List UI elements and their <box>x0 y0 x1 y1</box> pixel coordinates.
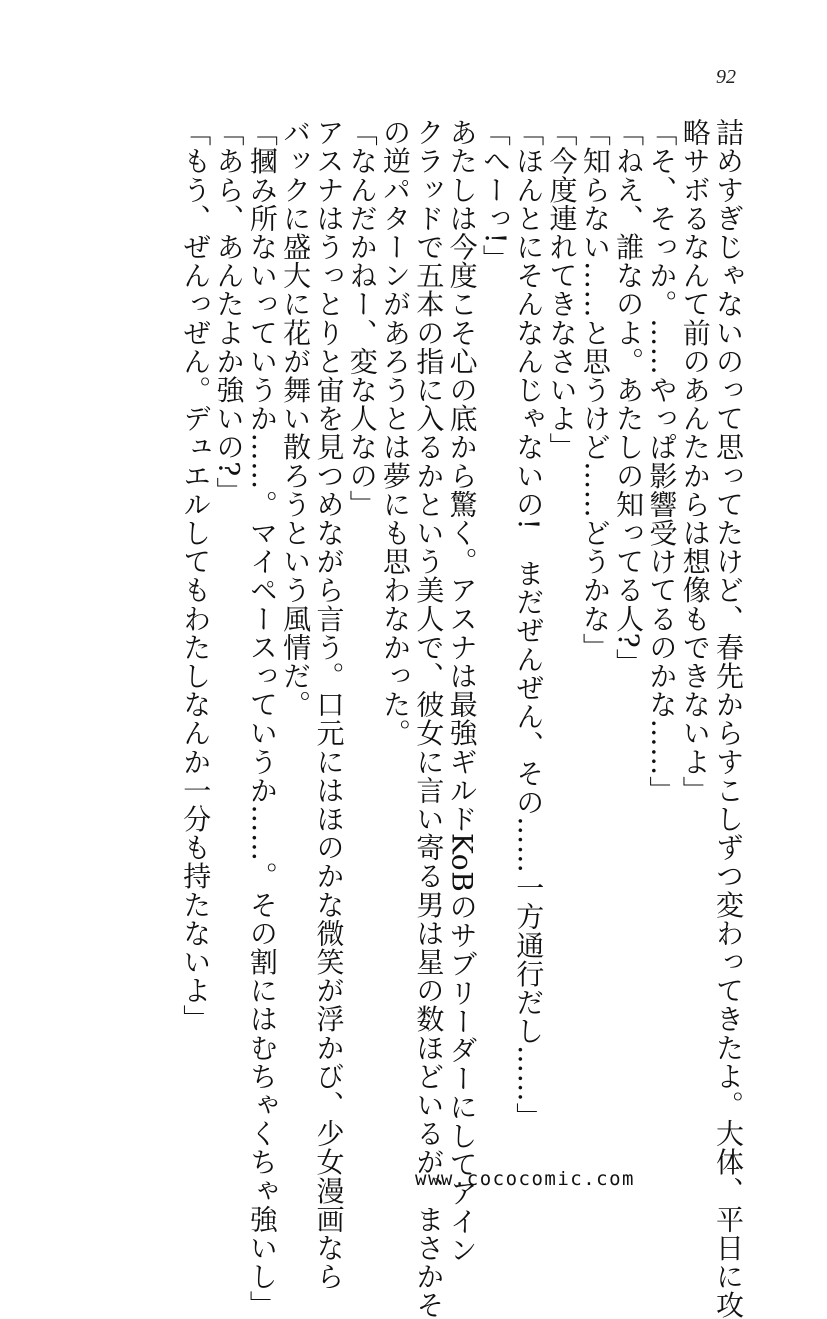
text-line: 「そ、そっか。……やっぱ影響受けてるのかな……」 <box>645 118 679 805</box>
text-line: 「知らない……と思うけど……どうかな」 <box>578 118 612 662</box>
text-line: クラッドで五本の指に入るかという美人で、彼女に言い寄る男は星の数ほどいるが、まさかそ <box>412 118 446 1319</box>
text-line: 「今度連れてきなさいよ」 <box>545 118 579 462</box>
text-line: の逆パターンがあろうとは夢にも思わなかった。 <box>379 118 413 748</box>
text-line: 「なんだかねー、変な人なの」 <box>345 118 379 519</box>
text-line: 「もう、ぜんっぜん。デュエルしてもわたしなんか一分も持たないよ」 <box>179 118 213 1034</box>
text-line: 「あら、あんたよか強いの?」 <box>212 118 246 506</box>
text-line: 詰めすぎじゃないのって思ってたけど、春先からすこしずつ変わってきたよ。大体、平日に攻 <box>712 118 745 1319</box>
text-line: 略サボるなんて前のあんたからは想像もできないよ」 <box>678 118 712 805</box>
text-line: アスナはうっとりと宙を見つめながら言う。口元にはほのかな微笑が浮かび、少女漫画なら <box>312 118 346 1291</box>
watermark: www.cococomic.com <box>415 1168 635 1190</box>
text-line: 「摑み所ないっていうか……。マイペースっていうか……。その割にはむちゃくちゃ強いし」 <box>245 118 279 1319</box>
text-line: 「ねえ、誰なのよ。あたしの知ってる人?」 <box>612 118 646 678</box>
text-line: バックに盛大に花が舞い散ろうという風情だ。 <box>279 118 313 719</box>
text-line: あたしは今度こそ心の底から驚く。アスナは最強ギルドKoBのサブリーダーにしてアイン <box>445 118 479 1265</box>
page-number: 92 <box>716 66 736 88</box>
text-line: 「へーっ!」 <box>478 118 512 273</box>
text-line: 「ほんとにそんなんじゃないの! まだぜんぜん、その……一方通行だし……」 <box>512 118 546 1131</box>
